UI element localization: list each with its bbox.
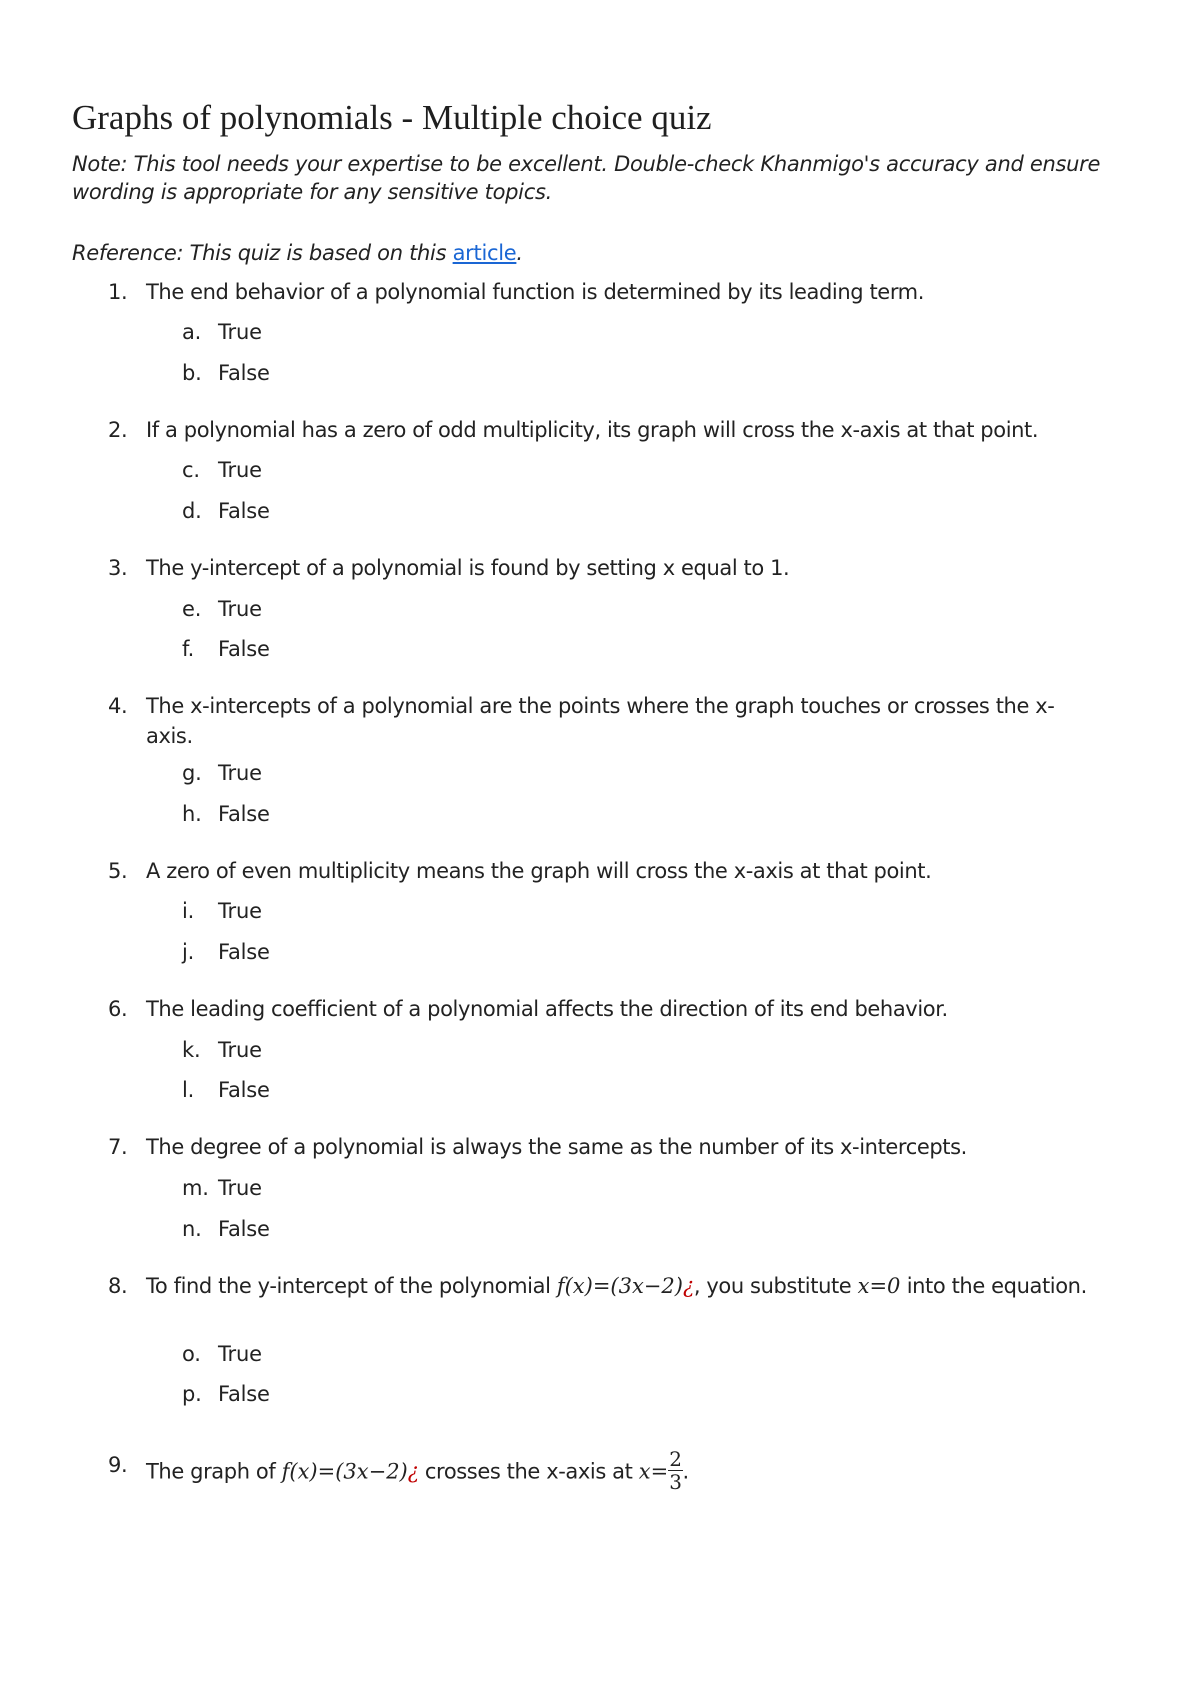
placeholder-glyph: ¿	[682, 1274, 694, 1298]
formula-x-equals: x=	[638, 1459, 669, 1484]
question-text-middle: , you substitute	[693, 1274, 858, 1298]
option-letter: e.	[182, 597, 202, 621]
question-text: If a polynomial has a zero of odd multiplicity, its graph will cross the x-axis at that point.	[146, 418, 1039, 442]
question-number: 4.	[108, 694, 128, 718]
option-letter: a.	[182, 320, 202, 344]
question-text: The degree of a polynomial is always the same as the number of its x-intercepts.	[146, 1135, 967, 1159]
formula: f(x)=(3x−2)	[556, 1274, 683, 1298]
option-label: True	[218, 1342, 262, 1366]
reference-suffix: .	[516, 241, 523, 265]
question-text-after: into the equation.	[900, 1274, 1087, 1298]
option-letter: d.	[182, 499, 202, 523]
option-letter: l.	[182, 1078, 195, 1102]
question-number: 1.	[108, 280, 128, 304]
option-letter: i.	[182, 899, 195, 923]
option-label: False	[218, 499, 270, 523]
article-link[interactable]: article	[452, 241, 517, 265]
option-label: True	[218, 320, 262, 344]
note-text: Note: This tool needs your expertise to be excellent. Double-check Khanmigo's accuracy and ensure wording is appropriate for any sensitive topics.	[72, 152, 1101, 204]
question-text: The end behavior of a polynomial function is determined by its leading term.	[146, 280, 925, 304]
reference-prefix: Reference: This quiz is based on this	[72, 241, 453, 265]
option-letter: k.	[182, 1038, 201, 1062]
option-letter: c.	[182, 458, 200, 482]
option-letter: h.	[182, 802, 202, 826]
question-number: 9.	[108, 1453, 128, 1477]
option-label: False	[218, 1078, 270, 1102]
option-label: False	[218, 637, 270, 661]
question-text: A zero of even multiplicity means the graph will cross the x-axis at that point.	[146, 859, 932, 883]
option-label: True	[218, 761, 262, 785]
option-label: False	[218, 361, 270, 385]
option-label: True	[218, 1038, 262, 1062]
reference-line	[72, 239, 523, 267]
question-number: 5.	[108, 859, 128, 883]
formula-x-equals-0: x=0	[857, 1274, 901, 1298]
question-text: The leading coefficient of a polynomial affects the direction of its end behavior.	[146, 997, 948, 1021]
option-label: True	[218, 458, 262, 482]
option-label: False	[218, 802, 270, 826]
question-text-before: The graph of	[146, 1459, 282, 1484]
option-label: True	[218, 1176, 262, 1200]
option-letter: o.	[182, 1342, 201, 1366]
fraction	[668, 1448, 682, 1493]
question-text	[146, 1271, 1106, 1301]
question-text-middle: crosses the x-axis at	[418, 1459, 639, 1484]
option-letter: b.	[182, 361, 202, 385]
option-letter: f.	[182, 637, 195, 661]
option-letter: g.	[182, 761, 202, 785]
option-letter: n.	[182, 1217, 202, 1241]
page-title: Graphs of polynomials - Multiple choice quiz	[72, 98, 712, 137]
question-text: The y-intercept of a polynomial is found by setting x equal to 1.	[146, 556, 790, 580]
placeholder-glyph: ¿	[407, 1459, 419, 1484]
question-number: 7.	[108, 1135, 128, 1159]
question-text-before: To find the y-intercept of the polynomial	[146, 1274, 557, 1298]
option-label: False	[218, 1217, 270, 1241]
fraction-numerator: 2	[669, 1447, 682, 1471]
question-number: 6.	[108, 997, 128, 1021]
option-label: False	[218, 1382, 270, 1406]
option-letter: j.	[182, 940, 195, 964]
option-label: True	[218, 899, 262, 923]
question-number: 2.	[108, 418, 128, 442]
option-label: True	[218, 597, 262, 621]
question-number: 3.	[108, 556, 128, 580]
option-label: False	[218, 940, 270, 964]
question-number: 8.	[108, 1274, 128, 1298]
option-letter: p.	[182, 1382, 202, 1406]
question-text	[146, 1447, 1106, 1495]
option-letter: m.	[182, 1176, 209, 1200]
question-text: The x-intercepts of a polynomial are the points where the graph touches or crosses the x-axis.	[146, 694, 1055, 748]
formula: f(x)=(3x−2)	[281, 1459, 408, 1484]
fraction-denominator: 3	[669, 1470, 682, 1494]
question-text-after: .	[682, 1459, 689, 1484]
